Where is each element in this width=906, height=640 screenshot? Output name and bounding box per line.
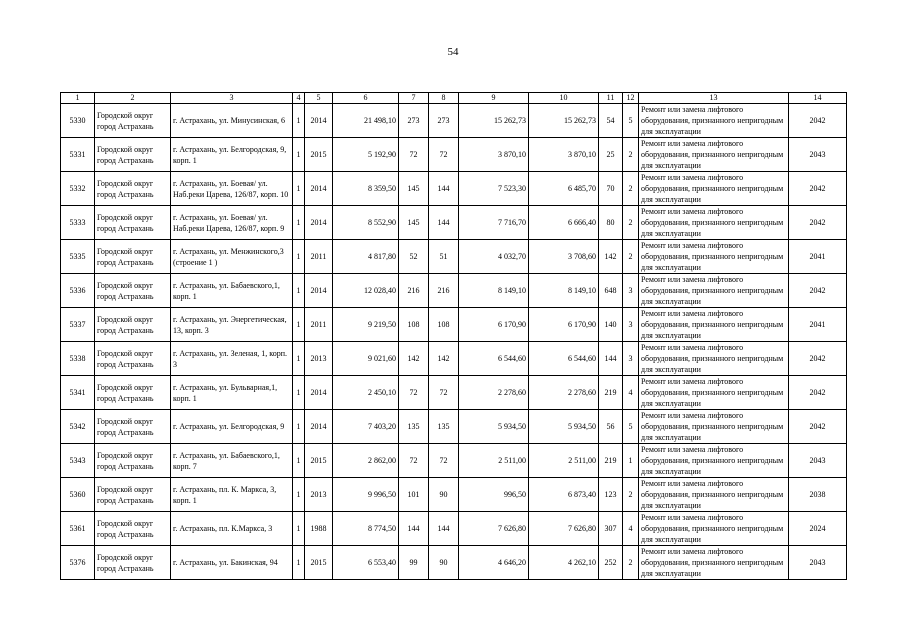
table-cell: 2015 [305, 546, 333, 580]
table-cell: 5338 [61, 342, 95, 376]
table-cell: 1988 [305, 512, 333, 546]
table-cell: Ремонт или замена лифтового оборудования, признанного непригодным для эксплуатации [639, 308, 789, 342]
table-cell: 2042 [789, 172, 847, 206]
table-cell: 144 [399, 512, 429, 546]
table-cell: Городской округ город Астрахань [95, 444, 171, 478]
table-cell: 1 [293, 410, 305, 444]
table-cell: 4 [623, 376, 639, 410]
table-cell: 3 [623, 274, 639, 308]
table-cell: г. Астрахань, ул. Бабаевского,1, корп. 7 [171, 444, 293, 478]
table-cell: 8 149,10 [529, 274, 599, 308]
column-header: 6 [333, 93, 399, 104]
table-cell: 145 [399, 172, 429, 206]
table-cell: Городской округ город Астрахань [95, 410, 171, 444]
table-cell: г. Астрахань, ул. Бульварная,1, корп. 1 [171, 376, 293, 410]
table-cell: 2 278,60 [529, 376, 599, 410]
table-cell: 2038 [789, 478, 847, 512]
table-cell: 5333 [61, 206, 95, 240]
table-cell: 2014 [305, 172, 333, 206]
table-row [61, 206, 847, 240]
table-row [61, 308, 847, 342]
table-cell: 9 219,50 [333, 308, 399, 342]
table-cell: 1 [293, 512, 305, 546]
table-cell: 2043 [789, 444, 847, 478]
table-cell: г. Астрахань, ул. Бакинская, 94 [171, 546, 293, 580]
table-cell: 2042 [789, 104, 847, 138]
table-row [61, 104, 847, 138]
table-cell: 5376 [61, 546, 95, 580]
table-cell: г. Астрахань, ул. Энергетическая, 13, корп. 3 [171, 308, 293, 342]
table-cell: Городской округ город Астрахань [95, 376, 171, 410]
table-cell: 54 [599, 104, 623, 138]
table-cell: 6 170,90 [529, 308, 599, 342]
header-row [61, 93, 847, 104]
table-cell: 2 [623, 138, 639, 172]
table-cell: 72 [399, 444, 429, 478]
table-cell: Городской округ город Астрахань [95, 206, 171, 240]
table-cell: 996,50 [459, 478, 529, 512]
table-cell: 145 [399, 206, 429, 240]
table-cell: 6 485,70 [529, 172, 599, 206]
table-cell: 3 [623, 342, 639, 376]
table-cell: 5335 [61, 240, 95, 274]
table-cell: г. Астрахань, ул. Белгородская, 9, корп. 1 [171, 138, 293, 172]
table-cell: 4 032,70 [459, 240, 529, 274]
table-cell: 7 403,20 [333, 410, 399, 444]
table-cell: 6 553,40 [333, 546, 399, 580]
table-cell: Городской округ город Астрахань [95, 138, 171, 172]
table-cell: 5341 [61, 376, 95, 410]
table-cell: 5 934,50 [529, 410, 599, 444]
table-cell: 5361 [61, 512, 95, 546]
table-cell: 72 [399, 138, 429, 172]
table-cell: Городской округ город Астрахань [95, 308, 171, 342]
table-cell: 4 [623, 512, 639, 546]
table-cell: 2 [623, 240, 639, 274]
table-cell: 2011 [305, 240, 333, 274]
table-cell: 273 [399, 104, 429, 138]
table-cell: 1 [623, 444, 639, 478]
table-cell: 1 [293, 478, 305, 512]
column-header: 7 [399, 93, 429, 104]
table-cell: 2 862,00 [333, 444, 399, 478]
table-cell: 6 170,90 [459, 308, 529, 342]
table-cell: 99 [399, 546, 429, 580]
table-cell: 219 [599, 444, 623, 478]
table-cell: Городской округ город Астрахань [95, 240, 171, 274]
repair-schedule-table [60, 92, 847, 580]
table-row [61, 172, 847, 206]
table-cell: 7 626,80 [529, 512, 599, 546]
table-cell: 7 716,70 [459, 206, 529, 240]
table-cell: 5 [623, 410, 639, 444]
table-cell: Ремонт или замена лифтового оборудования, признанного непригодным для эксплуатации [639, 512, 789, 546]
table-cell: 142 [429, 342, 459, 376]
table-row [61, 444, 847, 478]
table-cell: Городской округ город Астрахань [95, 172, 171, 206]
table-cell: 1 [293, 308, 305, 342]
table-cell: 648 [599, 274, 623, 308]
table-cell: 142 [599, 240, 623, 274]
table-cell: Ремонт или замена лифтового оборудования, признанного непригодным для эксплуатации [639, 376, 789, 410]
table-cell: 144 [599, 342, 623, 376]
page-number: 54 [447, 46, 459, 58]
table-cell: Ремонт или замена лифтового оборудования, признанного непригодным для эксплуатации [639, 240, 789, 274]
table-row [61, 512, 847, 546]
table-cell: г. Астрахань, ул. Бабаевского,1, корп. 1 [171, 274, 293, 308]
table-cell: 1 [293, 172, 305, 206]
table-cell: 5 [623, 104, 639, 138]
table-cell: 5336 [61, 274, 95, 308]
table-cell: 2041 [789, 308, 847, 342]
table-cell: 108 [399, 308, 429, 342]
table-cell: 80 [599, 206, 623, 240]
table-cell: 7 626,80 [459, 512, 529, 546]
table-cell: 90 [429, 546, 459, 580]
table-cell: 2043 [789, 138, 847, 172]
column-header: 4 [293, 93, 305, 104]
table-cell: 123 [599, 478, 623, 512]
table-cell: 135 [429, 410, 459, 444]
table-cell: 3 870,10 [459, 138, 529, 172]
table-cell: 56 [599, 410, 623, 444]
table-cell: г. Астрахань, ул. Зеленая, 1, корп. 3 [171, 342, 293, 376]
table-cell: 1 [293, 376, 305, 410]
table-cell: г. Астрахань, ул. Минусинская, 6 [171, 104, 293, 138]
table-cell: 21 498,10 [333, 104, 399, 138]
table-cell: 15 262,73 [529, 104, 599, 138]
table-cell: Ремонт или замена лифтового оборудования, признанного непригодным для эксплуатации [639, 206, 789, 240]
table-cell: 2042 [789, 376, 847, 410]
table-cell: 4 817,80 [333, 240, 399, 274]
table-cell: 1 [293, 138, 305, 172]
table-cell: 8 774,50 [333, 512, 399, 546]
table-cell: г. Астрахань, ул. Белгородская, 9 [171, 410, 293, 444]
table-cell: 5360 [61, 478, 95, 512]
table-cell: 2 278,60 [459, 376, 529, 410]
table-cell: 144 [429, 172, 459, 206]
table-cell: 2013 [305, 342, 333, 376]
table-cell: 4 262,10 [529, 546, 599, 580]
table-cell: 2 [623, 206, 639, 240]
table-cell: г. Астрахань, ул. Боевая/ ул. Наб.реки Царева, 126/87, корп. 10 [171, 172, 293, 206]
column-header: 11 [599, 93, 623, 104]
table-cell: 1 [293, 206, 305, 240]
table-cell: 1 [293, 342, 305, 376]
table-cell: Городской округ город Астрахань [95, 512, 171, 546]
table-cell: 1 [293, 104, 305, 138]
table-cell: 2024 [789, 512, 847, 546]
table-cell: 72 [429, 444, 459, 478]
table-cell: 273 [429, 104, 459, 138]
table-row [61, 478, 847, 512]
table-cell: г. Астрахань, ул. Менжинского,3 (строение 1 ) [171, 240, 293, 274]
table-cell: 2042 [789, 410, 847, 444]
table-cell: 8 552,90 [333, 206, 399, 240]
table-cell: 2014 [305, 104, 333, 138]
column-header: 12 [623, 93, 639, 104]
column-header: 13 [639, 93, 789, 104]
column-header: 2 [95, 93, 171, 104]
table-cell: 15 262,73 [459, 104, 529, 138]
table-cell: 219 [599, 376, 623, 410]
column-header: 8 [429, 93, 459, 104]
table-cell: 3 [623, 308, 639, 342]
table-cell: 3 708,60 [529, 240, 599, 274]
table-cell: Ремонт или замена лифтового оборудования, признанного непригодным для эксплуатации [639, 410, 789, 444]
table-cell: 9 021,60 [333, 342, 399, 376]
table-cell: 8 149,10 [459, 274, 529, 308]
table-cell: 2015 [305, 138, 333, 172]
table-cell: 52 [399, 240, 429, 274]
table-cell: 9 996,50 [333, 478, 399, 512]
table-cell: 307 [599, 512, 623, 546]
table-cell: 5 934,50 [459, 410, 529, 444]
table-row [61, 342, 847, 376]
table-cell: Ремонт или замена лифтового оборудования, признанного непригодным для эксплуатации [639, 274, 789, 308]
table-cell: 2042 [789, 342, 847, 376]
table-cell: 4 646,20 [459, 546, 529, 580]
table-cell: 2 450,10 [333, 376, 399, 410]
table-cell: 2 [623, 478, 639, 512]
table-cell: 108 [429, 308, 459, 342]
table-cell: Городской округ город Астрахань [95, 478, 171, 512]
table-cell: 8 359,50 [333, 172, 399, 206]
table-cell: г. Астрахань, ул. Боевая/ ул. Наб.реки Царева, 126/87, корп. 9 [171, 206, 293, 240]
table-cell: Городской округ город Астрахань [95, 546, 171, 580]
table-cell: 2 [623, 546, 639, 580]
table-cell: 72 [399, 376, 429, 410]
table-cell: 2 [623, 172, 639, 206]
table-cell: 216 [429, 274, 459, 308]
table-cell: г. Астрахань, пл. К.Маркса, 3 [171, 512, 293, 546]
table-cell: Ремонт или замена лифтового оборудования, признанного непригодным для эксплуатации [639, 478, 789, 512]
table-cell: 2015 [305, 444, 333, 478]
table-cell: Ремонт или замена лифтового оборудования, признанного непригодным для эксплуатации [639, 104, 789, 138]
table-cell: 144 [429, 206, 459, 240]
table-cell: 6 873,40 [529, 478, 599, 512]
table-cell: 1 [293, 240, 305, 274]
column-header: 10 [529, 93, 599, 104]
table-cell: 2 511,00 [529, 444, 599, 478]
table-cell: Ремонт или замена лифтового оборудования, признанного непригодным для эксплуатации [639, 138, 789, 172]
table-cell: 252 [599, 546, 623, 580]
table-cell: г. Астрахань, пл. К. Маркса, 3, корп. 1 [171, 478, 293, 512]
table-cell: 2042 [789, 274, 847, 308]
table-cell: 12 028,40 [333, 274, 399, 308]
table-cell: 2014 [305, 274, 333, 308]
table-cell: 5331 [61, 138, 95, 172]
table-cell: 135 [399, 410, 429, 444]
table-cell: 1 [293, 546, 305, 580]
table-cell: Ремонт или замена лифтового оборудования, признанного непригодным для эксплуатации [639, 342, 789, 376]
column-header: 3 [171, 93, 293, 104]
table-cell: 72 [429, 138, 459, 172]
table-cell: Городской округ город Астрахань [95, 274, 171, 308]
column-header: 5 [305, 93, 333, 104]
table-row [61, 138, 847, 172]
column-header: 14 [789, 93, 847, 104]
table-cell: Ремонт или замена лифтового оборудования, признанного непригодным для эксплуатации [639, 172, 789, 206]
table-cell: 6 544,60 [529, 342, 599, 376]
table-cell: 5342 [61, 410, 95, 444]
table-cell: 2042 [789, 206, 847, 240]
table-row [61, 240, 847, 274]
table-cell: 2014 [305, 206, 333, 240]
table-cell: 1 [293, 274, 305, 308]
table-cell: 216 [399, 274, 429, 308]
table-cell: 5330 [61, 104, 95, 138]
column-header: 1 [61, 93, 95, 104]
table-cell: 2014 [305, 410, 333, 444]
table-cell: 3 870,10 [529, 138, 599, 172]
table-cell: 5337 [61, 308, 95, 342]
table-row [61, 376, 847, 410]
table-cell: 2043 [789, 546, 847, 580]
table-row [61, 274, 847, 308]
table-row [61, 546, 847, 580]
table-cell: 2041 [789, 240, 847, 274]
table-cell: 1 [293, 444, 305, 478]
table-cell: 5 192,90 [333, 138, 399, 172]
table-cell: 6 666,40 [529, 206, 599, 240]
table-cell: 90 [429, 478, 459, 512]
table-cell: Ремонт или замена лифтового оборудования, признанного непригодным для эксплуатации [639, 546, 789, 580]
table-cell: 2014 [305, 376, 333, 410]
table-cell: Городской округ город Астрахань [95, 342, 171, 376]
table-cell: 5343 [61, 444, 95, 478]
table-cell: Ремонт или замена лифтового оборудования, признанного непригодным для эксплуатации [639, 444, 789, 478]
table-cell: 70 [599, 172, 623, 206]
table-cell: 101 [399, 478, 429, 512]
table-cell: 142 [399, 342, 429, 376]
table-cell: 6 544,60 [459, 342, 529, 376]
table-cell: 72 [429, 376, 459, 410]
table-cell: 51 [429, 240, 459, 274]
table-cell: 144 [429, 512, 459, 546]
table-cell: 2 511,00 [459, 444, 529, 478]
table-cell: 140 [599, 308, 623, 342]
table-row [61, 410, 847, 444]
table-cell: 2011 [305, 308, 333, 342]
table-cell: 5332 [61, 172, 95, 206]
column-header: 9 [459, 93, 529, 104]
table-cell: Городской округ город Астрахань [95, 104, 171, 138]
table-cell: 2013 [305, 478, 333, 512]
table-cell: 7 523,30 [459, 172, 529, 206]
table-cell: 25 [599, 138, 623, 172]
